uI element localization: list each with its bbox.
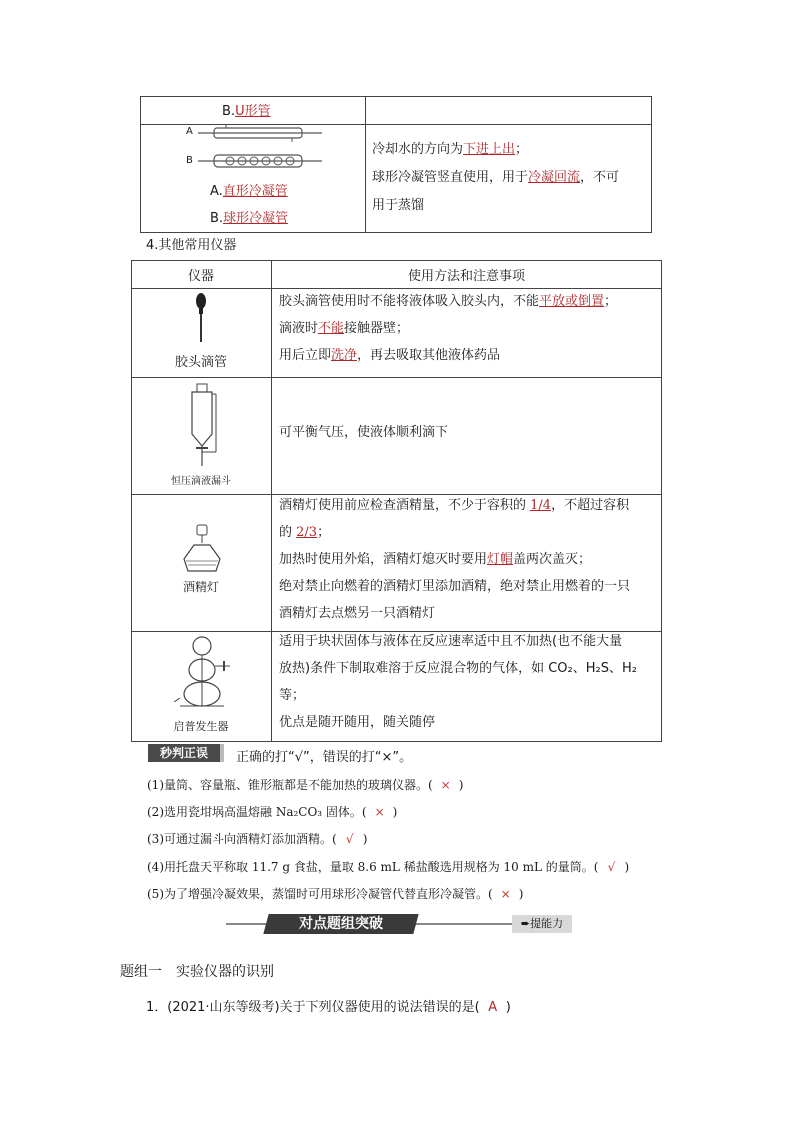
usage-text: 优点是随开随用，随关随停 [279, 715, 436, 730]
usage-text: 可平衡气压，使液体顺利滴下 [279, 425, 449, 440]
judge-text: (2)选用瓷坩埚高温熔融 Na₂CO₃ 固体。( [147, 805, 367, 819]
note-answer: 下进上出 [463, 142, 516, 157]
judge-item [147, 830, 367, 847]
judge-end: ) [362, 832, 368, 846]
caption-prefix: B. [222, 104, 236, 119]
usage-line [279, 419, 448, 446]
straight-condenser-caption [210, 180, 288, 199]
question-answer: A [488, 1000, 498, 1015]
usage-notes [279, 492, 630, 627]
caption-answer: 球形冷凝管 [223, 211, 289, 226]
usage-line [279, 628, 637, 655]
usage-text: 放热)条件下制取难溶于反应混合物的气体，如 CO₂、H₂S、H₂ [279, 661, 637, 676]
usage-line [279, 315, 617, 342]
usage-text: 胶头滴管使用时不能将液体吸入胶头内，不能 [279, 294, 540, 309]
judge-text: (4)用托盘天平称取 11.7 g 食盐，量取 8.6 mL 稀盐酸选用规格为 10 mL 的量筒。( [147, 860, 599, 874]
usage-end: ，不超过容积 [551, 498, 630, 513]
usage-text: 的 [279, 525, 297, 540]
question-end: ) [505, 1000, 511, 1015]
question-text: 1．(2021·山东等级考)关于下列仪器使用的说法错误的是( [146, 1000, 480, 1015]
usage-text: 用后立即 [279, 348, 332, 363]
judge-mark: √ [345, 832, 354, 846]
judge-item [147, 885, 523, 902]
usage-line [279, 682, 637, 709]
judge-item [147, 776, 463, 793]
usage-end: ，再去吸取其他液体药品 [357, 348, 501, 363]
u-tube-caption [222, 100, 271, 119]
instrument-name: 酒精灯 [182, 580, 219, 594]
usage-line [279, 600, 630, 627]
usage-answer: 2/3 [296, 525, 318, 540]
usage-text: 等； [279, 688, 306, 703]
section-title: 4.其他常用仪器 [146, 238, 237, 253]
caption-prefix: A. [210, 184, 223, 199]
usage-end: 盖两次盖灭； [513, 552, 592, 567]
alcohol-lamp-drawing [180, 523, 224, 573]
question-1 [146, 996, 511, 1015]
usage-text: 加热时使用外焰，酒精灯熄灭时要用 [279, 552, 488, 567]
banner-title: 对点题组突破 [299, 916, 383, 932]
usage-line [279, 573, 630, 600]
note-end: ； [515, 142, 529, 157]
usage-line [279, 288, 617, 315]
usage-answer: 灯帽 [487, 552, 514, 567]
usage-notes [279, 288, 617, 369]
bulb-condenser-caption [210, 207, 288, 226]
judge-text: (3)可通过漏斗向酒精灯添加酒精。( [147, 832, 337, 846]
judge-text: (1)量筒、容量瓶、锥形瓶都是不能加热的玻璃仪器。( [147, 778, 433, 792]
note-line [372, 164, 619, 192]
usage-end: ； [604, 294, 618, 309]
usage-line [279, 709, 637, 736]
judge-mark: × [500, 887, 511, 901]
note-line [372, 192, 619, 220]
usage-text: 酒精灯使用前应检查酒精量，不少于容积的 [279, 498, 531, 513]
usage-answer: 洗净 [331, 348, 358, 363]
header-instrument: 仪器 [187, 269, 214, 284]
judge-mark: × [374, 805, 385, 819]
usage-line [279, 492, 630, 519]
header-usage: 使用方法和注意事项 [407, 269, 525, 284]
condenser-label-b: B [186, 155, 193, 166]
caption-answer: U形管 [235, 104, 271, 119]
usage-answer: 1/4 [530, 498, 552, 513]
usage-end: ； [317, 525, 331, 540]
usage-line [279, 519, 630, 546]
instrument-name: 胶头滴管 [174, 355, 227, 370]
note-text: 用于蒸馏 [372, 198, 425, 213]
judge-mark: √ [607, 860, 616, 874]
usage-line [279, 342, 617, 369]
judge-badge [148, 744, 224, 762]
caption-prefix: B. [210, 211, 224, 226]
bulb-condenser-drawing [196, 152, 326, 170]
condenser-notes [372, 136, 619, 220]
group-title: 题组一 实验仪器的识别 [120, 964, 274, 980]
straight-condenser-drawing [196, 124, 326, 142]
usage-line [279, 655, 637, 682]
caption-answer: 直形冷凝管 [222, 184, 288, 199]
judge-end: ) [624, 860, 630, 874]
note-text: 冷却水的方向为 [372, 142, 464, 157]
note-text: 球形冷凝管竖直使用，用于 [372, 170, 529, 185]
dropper-drawing [193, 292, 209, 344]
banner-side-tag: ➨提能力 [512, 915, 572, 933]
judge-instruction: 正确的打“√”，错误的打“×”。 [236, 750, 413, 765]
instrument-name: 恒压滴液漏斗 [171, 476, 231, 487]
judge-item [147, 803, 397, 820]
note-end: ，不可 [580, 170, 620, 185]
usage-answer: 不能 [318, 321, 345, 336]
usage-answer: 平放或倒置 [539, 294, 605, 309]
judge-item [147, 858, 629, 875]
instrument-name: 启普发生器 [173, 720, 229, 733]
judge-end: ) [458, 778, 464, 792]
judge-end: ) [518, 887, 524, 901]
judge-badge-label: 秒判正误 [159, 746, 208, 760]
kipp-apparatus-drawing [172, 636, 238, 710]
note-line [372, 136, 619, 164]
usage-text: 滴液时 [279, 321, 319, 336]
pressure-funnel-drawing [178, 382, 228, 468]
section-banner [226, 914, 572, 934]
usage-text: 适用于块状固体与液体在反应速率适中且不加热(也不能大量 [279, 634, 623, 649]
usage-end: 接触器壁； [344, 321, 410, 336]
condenser-label-a: A [186, 126, 193, 137]
note-answer: 冷凝回流 [528, 170, 581, 185]
usage-notes [279, 419, 448, 446]
usage-line [279, 546, 630, 573]
judge-end: ) [392, 805, 398, 819]
judge-mark: × [440, 778, 451, 792]
usage-text: 酒精灯去点燃另一只酒精灯 [279, 606, 436, 621]
judge-text: (5)为了增强冷凝效果，蒸馏时可用球形冷凝管代替直形冷凝管。( [147, 887, 493, 901]
usage-text: 绝对禁止向燃着的酒精灯里添加酒精，绝对禁止用燃着的一只 [279, 579, 631, 594]
usage-notes [279, 628, 637, 736]
